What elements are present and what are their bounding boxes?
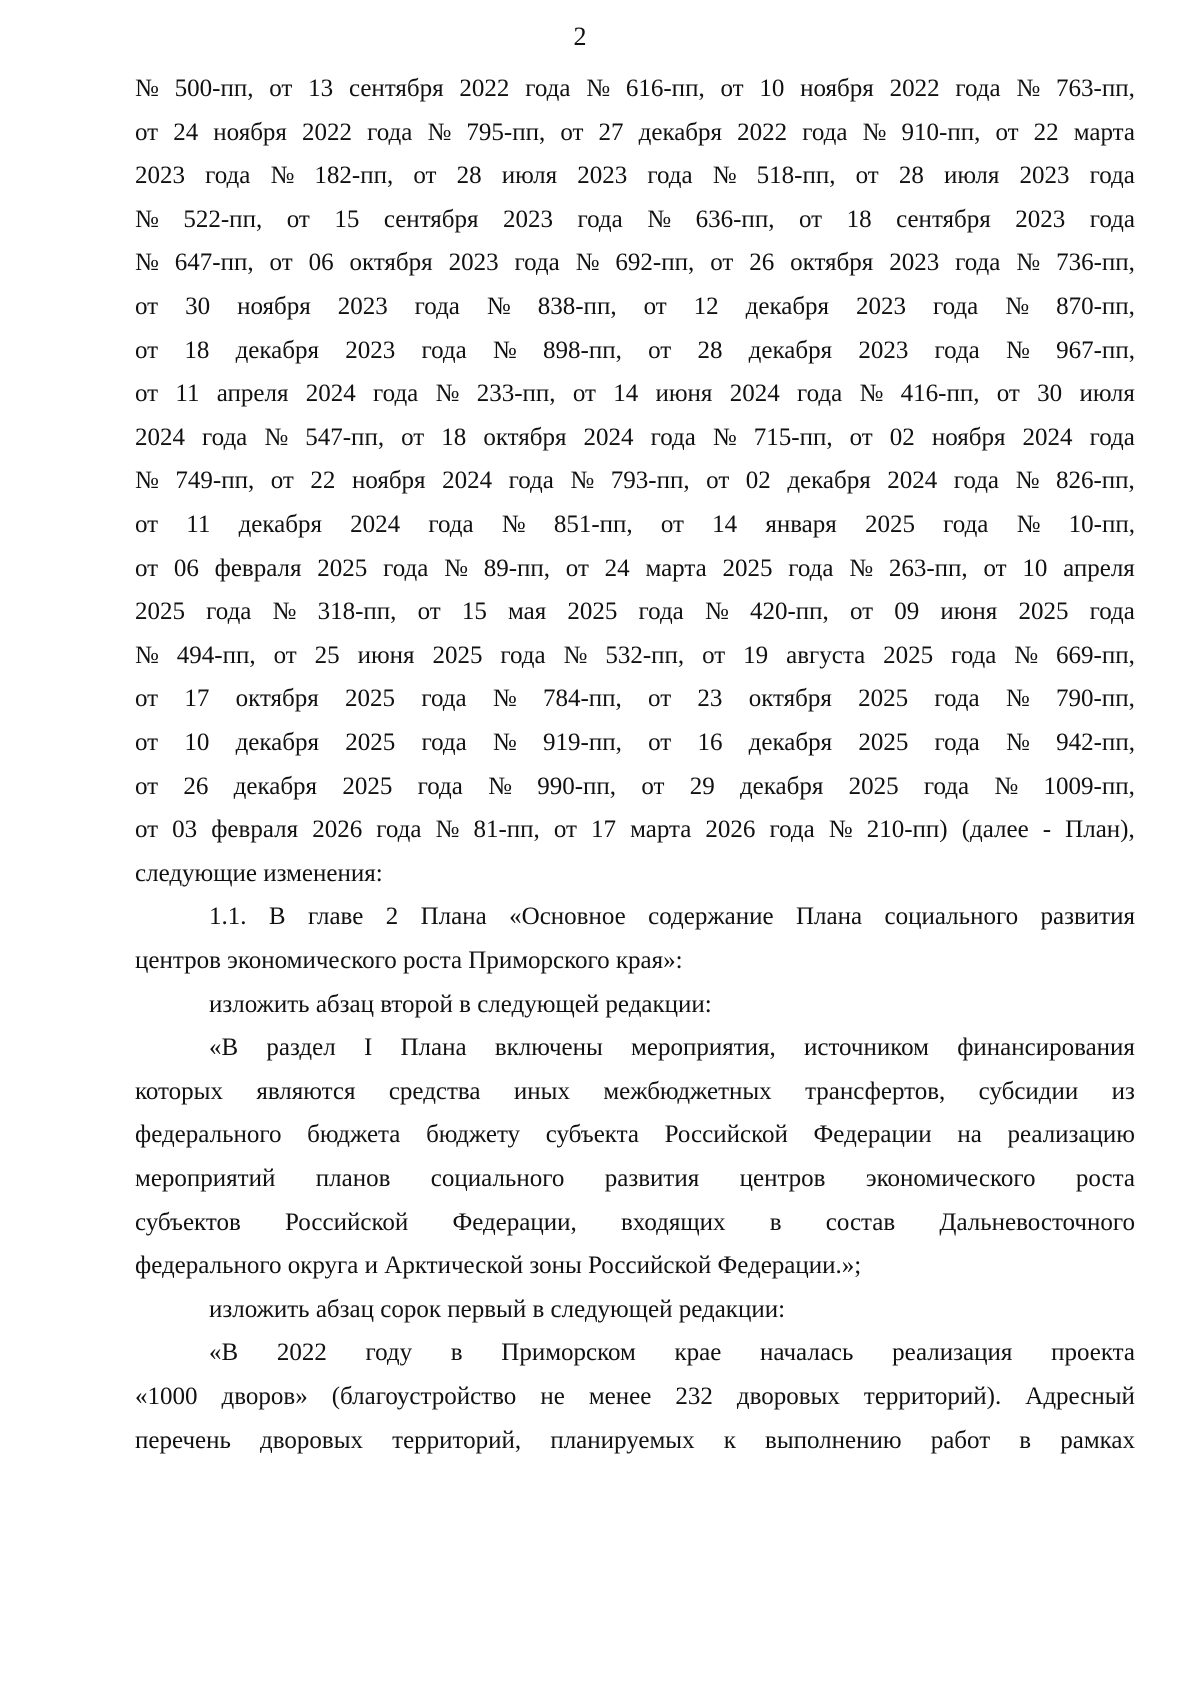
text-line: субъектов Российской Федерации, входящих в состав Дальневосточного xyxy=(135,1208,1135,1236)
text-line: от 11 апреля 2024 года № 233-пп, от 14 июня 2024 года № 416-пп, от 30 июля xyxy=(135,380,1135,408)
text-line: 2024 года № 547-пп, от 18 октября 2024 года № 715-пп, от 02 ноября 2024 года xyxy=(135,423,1135,451)
text-line: № 749-пп, от 22 ноября 2024 года № 793-пп, от 02 декабря 2024 года № 826-пп, xyxy=(135,467,1135,495)
text-line: «1000 дворов» (благоустройство не менее 232 дворовых территорий). Адресный xyxy=(135,1383,1135,1410)
text-line: № 647-пп, от 06 октября 2023 года № 692-пп, от 26 октября 2023 года № 736-пп, xyxy=(135,249,1135,277)
text-line: мероприятий планов социального развития центров экономического роста xyxy=(135,1165,1135,1192)
text-line: от 11 декабря 2024 года № 851-пп, от 14 января 2025 года № 10-пп, xyxy=(135,511,1135,538)
text-line: от 18 декабря 2023 года № 898-пп, от 28 декабря 2023 года № 967-пп, xyxy=(135,336,1135,364)
text-line: федерального округа и Арктической зоны Российской Федерации.»; xyxy=(135,1252,862,1280)
text-line: изложить абзац сорок первый в следующей редакции: xyxy=(209,1295,786,1323)
text-line: перечень дворовых территорий, планируемых к выполнению работ в рамках xyxy=(135,1426,1135,1454)
text-line: от 17 октября 2025 года № 784-пп, от 23 октября 2025 года № 790-пп, xyxy=(135,685,1135,713)
page-number: 2 xyxy=(573,22,587,51)
text-line: № 522-пп, от 15 сентября 2023 года № 636-пп, от 18 сентября 2023 года xyxy=(135,205,1135,233)
text-line: № 500-пп, от 13 сентября 2022 года № 616-пп, от 10 ноября 2022 года № 763-пп, xyxy=(135,75,1135,102)
text-line: от 06 февраля 2025 года № 89-пп, от 24 марта 2025 года № 263-пп, от 10 апреля xyxy=(135,554,1135,582)
text-line: от 10 декабря 2025 года № 919-пп, от 16 декабря 2025 года № 942-пп, xyxy=(135,729,1135,756)
text-line: федерального бюджета бюджету субъекта Российской Федерации на реализацию xyxy=(135,1121,1135,1149)
text-line: от 30 ноября 2023 года № 838-пп, от 12 декабря 2023 года № 870-пп, xyxy=(135,293,1135,320)
text-line: центров экономического роста Приморского края»: xyxy=(135,947,683,974)
text-line: № 494-пп, от 25 июня 2025 года № 532-пп, от 19 августа 2025 года № 669-пп, xyxy=(135,641,1135,669)
text-line: 1.1. В главе 2 Плана «Основное содержание Плана социального развития xyxy=(209,903,1135,931)
text-line: которых являются средства иных межбюджетных трансфертов, субсидии из xyxy=(135,1077,1135,1105)
text-line: следующие изменения: xyxy=(135,859,383,887)
text-line: «В раздел I Плана включены мероприятия, источником финансирования xyxy=(209,1034,1135,1062)
text-line: от 03 февраля 2026 года № 81-пп, от 17 марта 2026 года № 210-пп) (далее - План), xyxy=(135,816,1135,844)
text-line: 2023 года № 182-пп, от 28 июля 2023 года № 518-пп, от 28 июля 2023 года xyxy=(135,162,1135,190)
text-line: 2025 года № 318-пп, от 15 мая 2025 года № 420-пп, от 09 июня 2025 года xyxy=(135,598,1135,626)
text-line: «В 2022 году в Приморском крае началась реализация проекта xyxy=(209,1339,1135,1367)
text-line: от 26 декабря 2025 года № 990-пп, от 29 декабря 2025 года № 1009-пп, xyxy=(135,772,1135,800)
text-line: изложить абзац второй в следующей редакции: xyxy=(209,990,712,1018)
text-line: от 24 ноября 2022 года № 795-пп, от 27 декабря 2022 года № 910-пп, от 22 марта xyxy=(135,118,1135,146)
